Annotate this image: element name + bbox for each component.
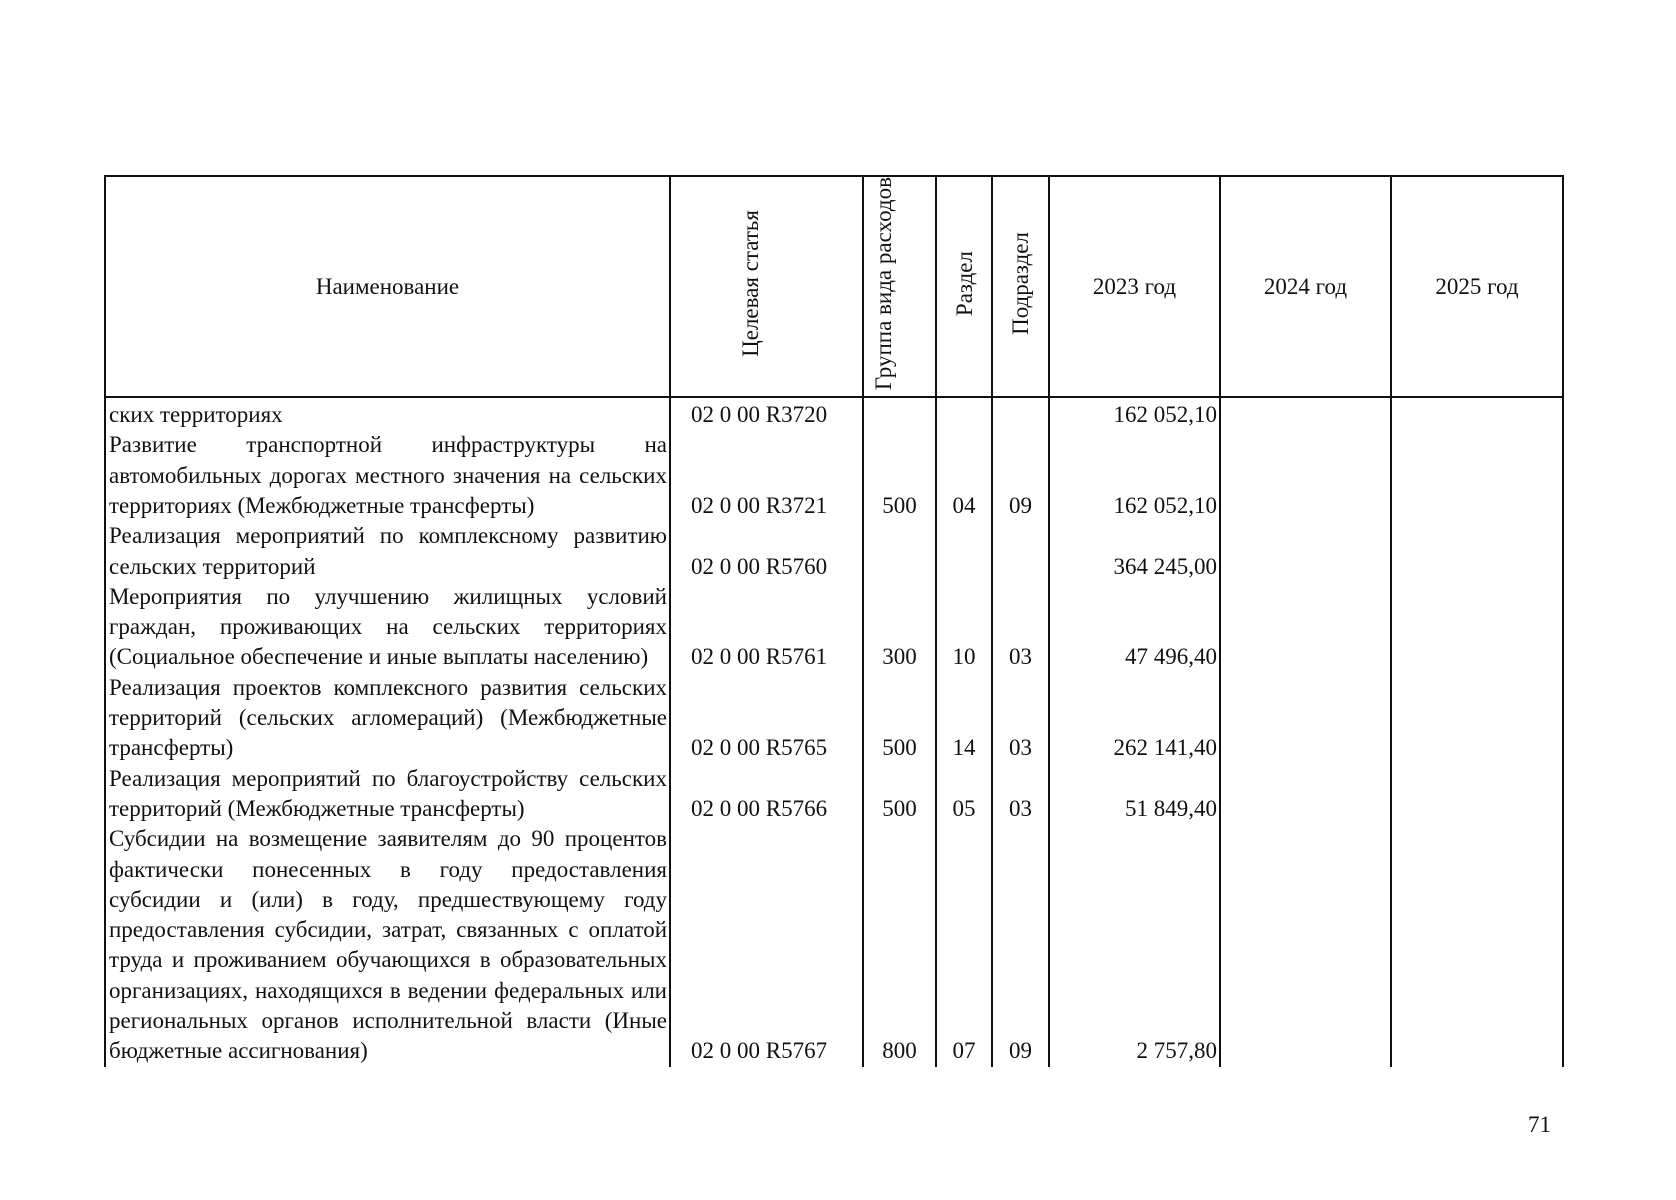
row-name: Реализация мероприятий по благоустройству сельских территорий (Межбюджетные трансферты)	[105, 764, 670, 825]
row-subsection: 09	[992, 430, 1049, 521]
row-amount-2023: 262 141,40	[1049, 673, 1220, 764]
row-name: ских территориях	[105, 397, 670, 430]
table-row	[105, 397, 1563, 430]
row-amount-2023: 162 052,10	[1049, 430, 1220, 521]
row-expense-group: 500	[863, 430, 936, 521]
row-amount-2023: 364 245,00	[1049, 521, 1220, 582]
row-amount-2025	[1391, 824, 1563, 1066]
table-row	[105, 673, 1563, 764]
row-name: Реализация проектов комплексного развития сельских территорий (сельских агломераций) (Межбюджетные трансферты)	[105, 673, 670, 764]
header-year-2024: 2024 год	[1220, 176, 1391, 397]
header-section: Раздел	[936, 176, 992, 397]
row-subsection: 03	[992, 764, 1049, 825]
row-amount-2023: 47 496,40	[1049, 582, 1220, 673]
row-name: Мероприятия по улучшению жилищных условий граждан, проживающих на сельских территориях (Социальное обеспечение и иные выплаты населению)	[105, 582, 670, 673]
row-subsection	[992, 521, 1049, 582]
row-expense-group: 800	[863, 824, 936, 1066]
row-expense-group	[863, 521, 936, 582]
row-amount-2024	[1220, 397, 1391, 430]
row-name: Субсидии на возмещение заявителям до 90 процентов фактически понесенных в году предоставления субсидии и (или) в году, предшествующему году предоставления субсидии, затрат, связанных с оплатой труда и проживанием обучающихся в образовательных организациях, находящихся в ведении федеральных или региональных органов исполнительной власти (Иные бюджетные ассигнования)	[105, 824, 670, 1066]
row-expense-group: 300	[863, 582, 936, 673]
row-amount-2024	[1220, 430, 1391, 521]
row-target-article: 02 0 00 R5760	[670, 521, 863, 582]
header-name: Наименование	[105, 176, 670, 397]
row-target-article: 02 0 00 R3720	[670, 397, 863, 430]
table-row	[105, 521, 1563, 582]
table-row	[105, 430, 1563, 521]
row-expense-group: 500	[863, 673, 936, 764]
row-amount-2025	[1391, 764, 1563, 825]
row-amount-2024	[1220, 824, 1391, 1066]
row-amount-2025	[1391, 673, 1563, 764]
row-section: 14	[936, 673, 992, 764]
row-amount-2024	[1220, 673, 1391, 764]
table-row	[105, 824, 1563, 1066]
row-amount-2025	[1391, 397, 1563, 430]
row-section: 05	[936, 764, 992, 825]
header-subsection: Подраздел	[992, 176, 1049, 397]
row-amount-2025	[1391, 430, 1563, 521]
row-section	[936, 521, 992, 582]
header-expense-group: Группа вида расходов	[863, 176, 936, 397]
row-section: 10	[936, 582, 992, 673]
row-subsection	[992, 397, 1049, 430]
table-header-row	[105, 176, 1563, 397]
row-amount-2023: 2 757,80	[1049, 824, 1220, 1066]
header-year-2025: 2025 год	[1391, 176, 1563, 397]
row-subsection: 03	[992, 673, 1049, 764]
row-section	[936, 397, 992, 430]
header-target-article: Целевая статья	[670, 176, 863, 397]
row-amount-2024	[1220, 582, 1391, 673]
budget-table	[104, 175, 1564, 1067]
row-target-article: 02 0 00 R5761	[670, 582, 863, 673]
row-section: 04	[936, 430, 992, 521]
header-year-2023: 2023 год	[1049, 176, 1220, 397]
row-amount-2025	[1391, 582, 1563, 673]
row-expense-group: 500	[863, 764, 936, 825]
row-expense-group	[863, 397, 936, 430]
row-name: Развитие транспортной инфраструктуры на автомобильных дорогах местного значения на сельских территориях (Межбюджетные трансферты)	[105, 430, 670, 521]
table-body	[105, 397, 1563, 1067]
row-name: Реализация мероприятий по комплексному развитию сельских территорий	[105, 521, 670, 582]
table-row	[105, 582, 1563, 673]
row-section: 07	[936, 824, 992, 1066]
page-number: 71	[1528, 1112, 1551, 1137]
row-amount-2024	[1220, 521, 1391, 582]
row-target-article: 02 0 00 R3721	[670, 430, 863, 521]
row-target-article: 02 0 00 R5765	[670, 673, 863, 764]
table-row	[105, 764, 1563, 825]
row-amount-2023: 51 849,40	[1049, 764, 1220, 825]
row-subsection: 09	[992, 824, 1049, 1066]
row-amount-2023: 162 052,10	[1049, 397, 1220, 430]
row-subsection: 03	[992, 582, 1049, 673]
row-target-article: 02 0 00 R5767	[670, 824, 863, 1066]
row-amount-2024	[1220, 764, 1391, 825]
row-amount-2025	[1391, 521, 1563, 582]
row-target-article: 02 0 00 R5766	[670, 764, 863, 825]
